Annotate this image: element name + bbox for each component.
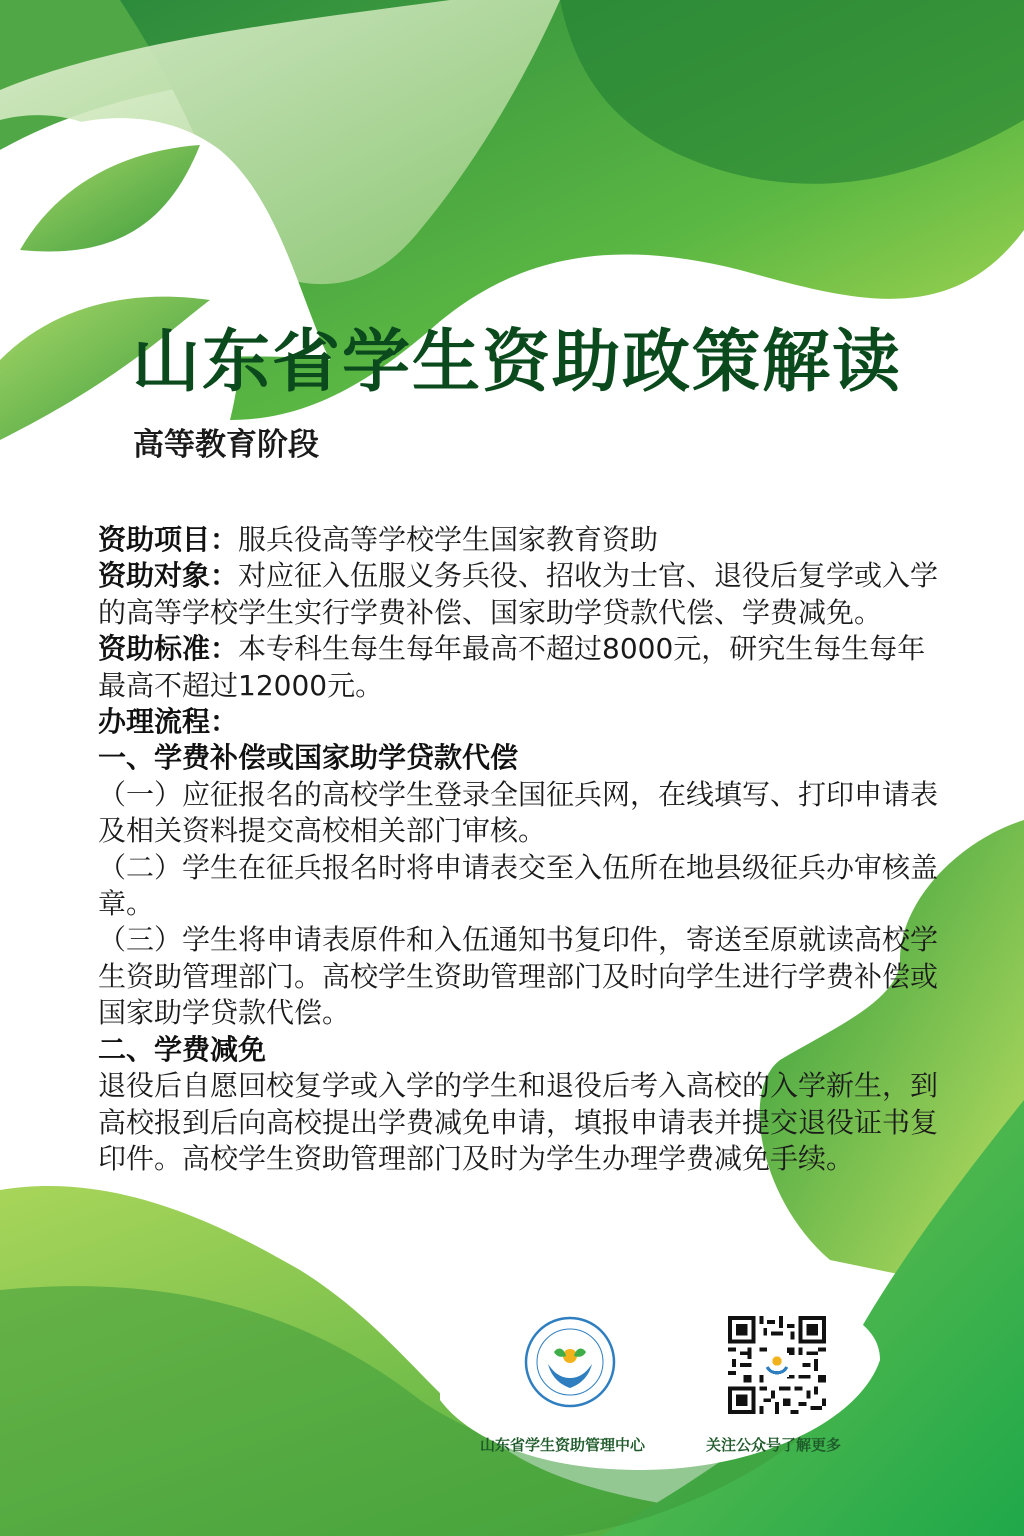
wechat-qr-code-icon — [728, 1316, 826, 1414]
poster-title: 山东省学生资助政策解读 — [132, 323, 903, 402]
section2-text: 退役后自愿回校复学或入学的学生和退役后考入高校的入学新生，到高校报到后向高校提出学费减免申请，填报申请表并提交退役证书复印件。高校学生资助管理部门及时为学生办理学费减免手续。 — [98, 1069, 939, 1175]
item-target — [98, 558, 940, 631]
qr-caption: 关注公众号了解更多 — [706, 1436, 842, 1454]
item-label: 资助项目： — [98, 523, 239, 556]
item-standard — [98, 631, 940, 704]
process-heading: 办理流程： — [98, 705, 239, 739]
org-caption: 山东省学生资助管理中心 — [480, 1436, 646, 1454]
student-aid-center-logo-icon — [524, 1316, 616, 1408]
poster-subtitle: 高等教育阶段 — [133, 427, 319, 463]
item-project — [98, 522, 940, 558]
section1-step: （二）学生在征兵报名时将申请表交至入伍所在地县级征兵办审核盖章。 — [98, 850, 939, 921]
item-label: 资助对象： — [98, 559, 239, 593]
section1-heading: 一、学费补偿或国家助学贷款代偿 — [98, 741, 519, 775]
policy-body — [98, 522, 940, 1177]
section2-heading: 二、学费减免 — [98, 1032, 267, 1066]
item-label: 资助标准： — [98, 632, 239, 666]
item-text: 对应征入伍服义务兵役、招收为士官、退役后复学或入学的高等学校学生实行学费补偿、国家助学贷款代偿、学费减免。 — [98, 559, 939, 629]
item-text: 服兵役高等学校学生国家教育资助 — [238, 523, 659, 556]
section1-step: （一）应征报名的高校学生登录全国征兵网，在线填写、打印申请表及相关资料提交高校相关部门审核。 — [98, 777, 939, 848]
section1-step: （三）学生将申请表原件和入伍通知书复印件，寄送至原就读高校学生资助管理部门。高校学生资助管理部门及时向学生进行学费补偿或国家助学贷款代偿。 — [98, 923, 939, 1030]
item-text: 本专科生每生每年最高不超过8000元，研究生每生每年最高不超过12000元。 — [98, 632, 926, 702]
